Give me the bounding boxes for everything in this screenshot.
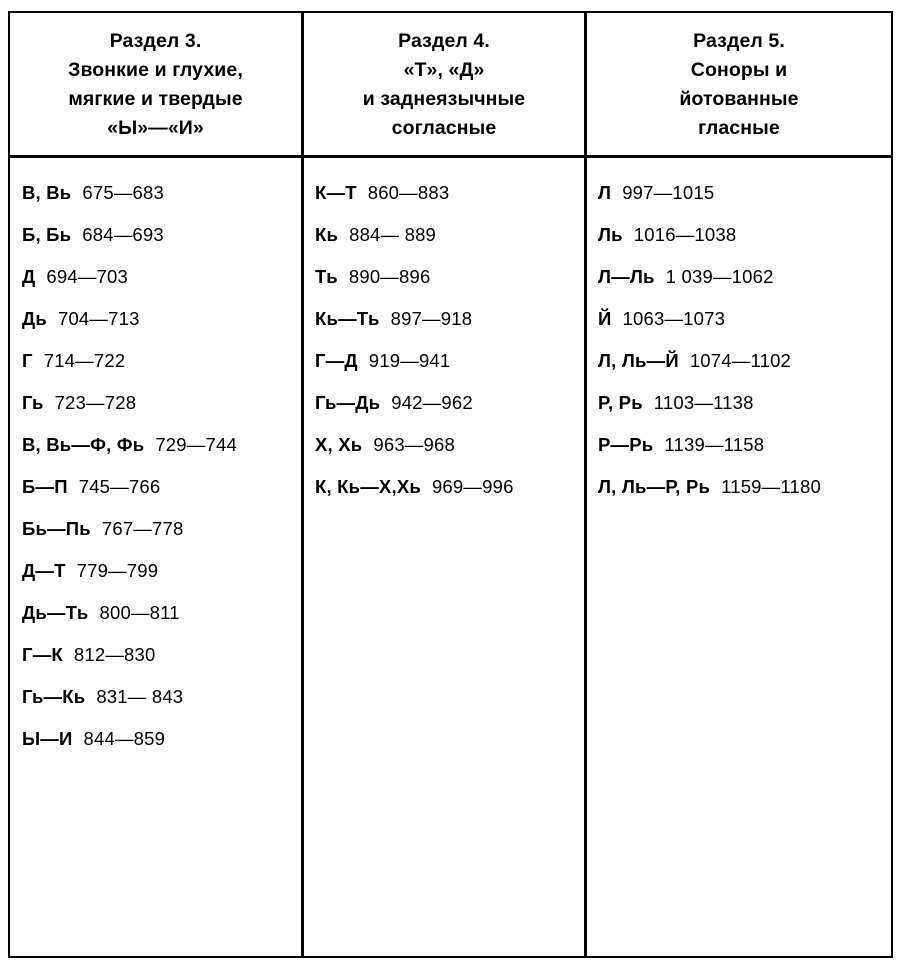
entry-label: Д	[22, 266, 36, 287]
entry-range: 884— 889	[349, 224, 437, 245]
entry-range: 1 039—1062	[665, 266, 774, 287]
column-body-razdel-4	[301, 158, 584, 956]
entry-label: Д—Т	[22, 560, 66, 581]
entry-label: Г—К	[22, 644, 63, 665]
table-entry	[22, 256, 297, 298]
table-entry	[315, 382, 580, 424]
entry-label: Гь	[22, 392, 44, 413]
entry-range: 1074—1102	[689, 350, 792, 371]
entry-label: Б—П	[22, 476, 68, 497]
table-entry	[22, 172, 297, 214]
entry-label: Г—Д	[315, 350, 358, 371]
entry-range: 844—859	[83, 728, 166, 749]
table-entry	[598, 172, 887, 214]
header-line: «Ы»—«И»	[107, 117, 204, 139]
table-body-row	[10, 158, 891, 956]
entry-label: Кь	[315, 224, 339, 245]
table-entry	[22, 676, 297, 718]
entry-label: Ль	[598, 224, 623, 245]
entry-label: Дь	[22, 308, 47, 329]
entry-label: Гь—Кь	[22, 686, 86, 707]
entry-label: Ы—И	[22, 728, 73, 749]
table-entry	[22, 508, 297, 550]
entry-label: Дь—Ть	[22, 602, 89, 623]
entry-range: 812—830	[73, 644, 156, 665]
entry-range: 1063—1073	[622, 308, 726, 329]
table-header-row	[10, 13, 891, 158]
header-line: Звонкие и глухие,	[68, 59, 243, 81]
entry-label: Б, Бь	[22, 224, 72, 245]
entry-range: 1103—1138	[653, 392, 754, 413]
table-entry	[315, 256, 580, 298]
header-line: гласные	[698, 117, 780, 139]
header-line: Раздел 3.	[109, 30, 202, 52]
header-line: мягкие и твердые	[68, 88, 243, 110]
entry-label: Л, Ль—Р, Рь	[598, 476, 711, 497]
entry-range: 897—918	[390, 308, 473, 329]
table-entry	[598, 214, 887, 256]
table-entry	[315, 214, 580, 256]
entry-range: 745—766	[78, 476, 161, 497]
table-entry	[598, 256, 887, 298]
entry-range: 1159—1180	[721, 476, 821, 497]
entry-label: Р, Рь	[598, 392, 643, 413]
entry-label: Ть	[315, 266, 338, 287]
entry-label: В, Вь—Ф, Фь	[22, 434, 145, 455]
entry-label: Л, Ль—Й	[598, 350, 679, 371]
table-entry	[22, 382, 297, 424]
column-header-razdel-5	[584, 13, 891, 155]
entry-range: 890—896	[348, 266, 431, 287]
entry-range: 704—713	[57, 308, 140, 329]
entry-range: 1016—1038	[633, 224, 737, 245]
entry-label: Й	[598, 308, 612, 329]
entry-range: 963—968	[373, 434, 455, 455]
entry-label: Х, Хь	[315, 434, 363, 455]
header-line: Раздел 5.	[693, 30, 785, 52]
table-entry	[22, 466, 297, 508]
entry-range: 729—744	[155, 434, 237, 455]
table-entry	[22, 550, 297, 592]
entry-range: 831— 843	[96, 686, 184, 707]
header-line: Соноры и	[690, 59, 788, 81]
entry-range: 942—962	[391, 392, 473, 413]
entry-range: 969—996	[431, 476, 514, 497]
table-entry	[22, 424, 297, 466]
table-entry	[22, 340, 297, 382]
entry-range: 694—703	[46, 266, 129, 287]
entry-range: 714—722	[43, 350, 126, 371]
column-body-razdel-5	[584, 158, 891, 956]
entry-label: Кь—Ть	[315, 308, 380, 329]
entry-range: 723—728	[54, 392, 137, 413]
header-line: Раздел 4.	[398, 30, 490, 52]
table-entry	[315, 298, 580, 340]
entry-range: 919—941	[368, 350, 451, 371]
entry-range: 684—693	[82, 224, 164, 245]
entry-label: Л—Ль	[598, 266, 655, 287]
entry-label: К—Т	[315, 182, 357, 203]
column-header-razdel-3	[10, 13, 301, 155]
header-line: согласные	[391, 117, 497, 139]
header-line: и заднеязычные	[362, 88, 526, 110]
table-entry	[22, 634, 297, 676]
entry-label: В, Вь	[22, 182, 72, 203]
entry-label: Г	[22, 350, 33, 371]
entry-range: 767—778	[101, 518, 184, 539]
entry-label: Гь—Дь	[315, 392, 381, 413]
reference-table	[8, 11, 893, 958]
column-body-razdel-3	[10, 158, 301, 956]
table-entry	[22, 592, 297, 634]
table-entry	[598, 298, 887, 340]
header-line: йотованные	[679, 88, 799, 110]
entry-range: 1139—1158	[664, 434, 765, 455]
table-entry	[22, 718, 297, 760]
entry-label: Р—Рь	[598, 434, 654, 455]
entry-label: К, Кь—Х,Хь	[315, 476, 421, 497]
entry-range: 675—683	[82, 182, 165, 203]
entry-range: 779—799	[76, 560, 159, 581]
table-entry	[22, 214, 297, 256]
entry-label: Л	[598, 182, 612, 203]
header-line: «Т», «Д»	[403, 59, 485, 81]
entry-range: 860—883	[367, 182, 450, 203]
table-entry	[315, 424, 580, 466]
column-header-razdel-4	[301, 13, 584, 155]
table-entry	[598, 340, 887, 382]
table-entry	[598, 466, 887, 508]
table-entry	[315, 340, 580, 382]
entry-range: 800—811	[99, 602, 180, 623]
entry-range: 997—1015	[622, 182, 715, 203]
table-entry	[598, 424, 887, 466]
table-entry	[315, 466, 580, 508]
table-entry	[22, 298, 297, 340]
table-entry	[598, 382, 887, 424]
table-entry	[315, 172, 580, 214]
entry-label: Бь—Пь	[22, 518, 91, 539]
